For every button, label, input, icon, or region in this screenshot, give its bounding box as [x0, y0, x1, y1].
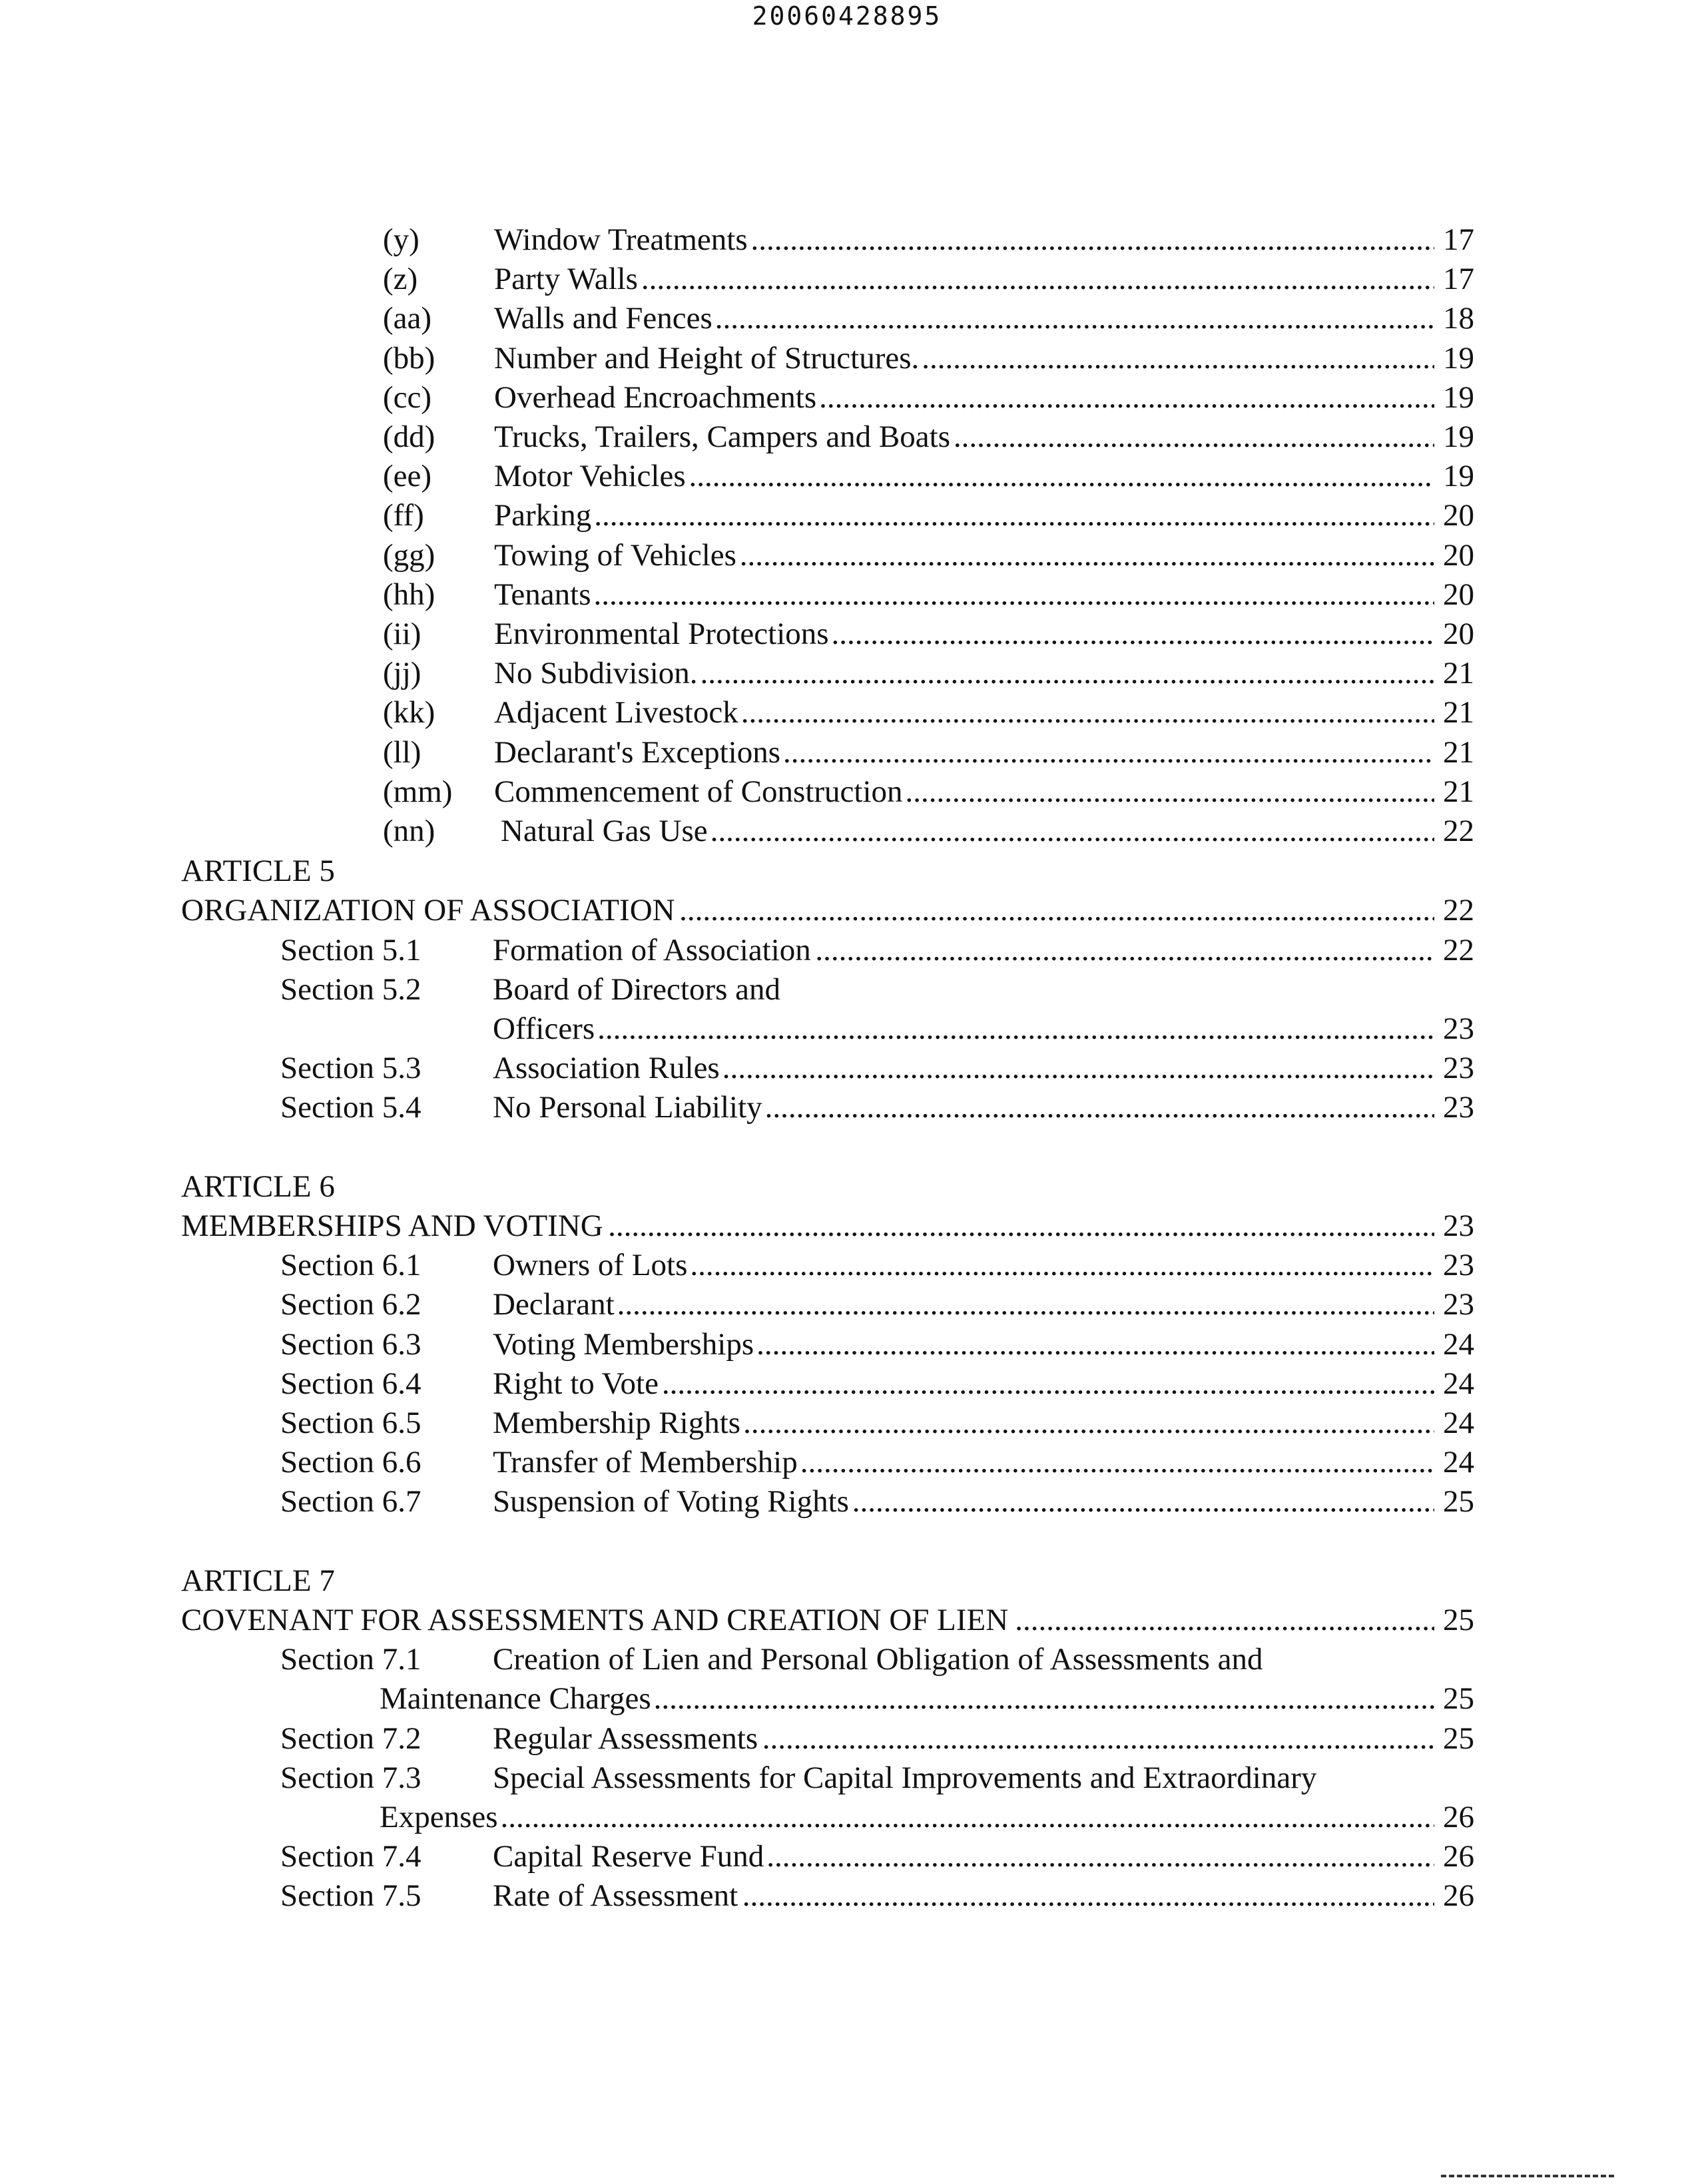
dot-leader — [710, 811, 1434, 851]
page-number: 23 — [1443, 1209, 1474, 1243]
entry-title: Declarant — [493, 1287, 615, 1322]
section-row[interactable] — [0, 1639, 1694, 1679]
entry-label: Section 7.4 — [280, 1839, 422, 1874]
article-heading[interactable] — [0, 851, 1694, 891]
section-row[interactable] — [0, 1719, 1694, 1759]
page-number: 23 — [1443, 1090, 1474, 1125]
entry-title: Association Rules — [493, 1051, 720, 1086]
section-row[interactable] — [0, 1048, 1694, 1088]
dot-leader — [742, 1876, 1434, 1916]
page-number: 24 — [1443, 1366, 1474, 1401]
page-number: 25 — [1443, 1603, 1474, 1637]
toc-subitem-row[interactable] — [0, 535, 1694, 575]
dot-leader — [690, 1245, 1434, 1285]
entry-label: Section 5.4 — [280, 1090, 422, 1125]
toc-subitem-row[interactable] — [0, 378, 1694, 417]
article-title-row[interactable] — [0, 1600, 1694, 1640]
dot-leader — [689, 456, 1434, 496]
entry-label: (aa) — [383, 301, 432, 336]
page-number: 26 — [1443, 1878, 1474, 1914]
dot-leader — [701, 653, 1434, 693]
dot-leader — [743, 1403, 1434, 1443]
page-number: 23 — [1443, 1287, 1474, 1322]
toc-subitem-row[interactable] — [0, 220, 1694, 260]
entry-title: Environmental Protections — [494, 617, 829, 651]
article-heading: ARTICLE 5 — [181, 854, 335, 889]
entry-label: (ll) — [383, 734, 422, 770]
page-number: 24 — [1443, 1445, 1474, 1480]
page-number: 21 — [1443, 774, 1474, 809]
section-row[interactable] — [0, 1482, 1694, 1521]
dot-leader — [765, 1087, 1434, 1127]
dot-leader — [608, 1206, 1434, 1246]
entry-title: Membership Rights — [493, 1406, 741, 1440]
dot-leader — [819, 378, 1434, 417]
page-number: 21 — [1443, 734, 1474, 770]
toc-subitem-row[interactable] — [0, 772, 1694, 812]
page-number: 26 — [1443, 1800, 1474, 1834]
dot-leader — [501, 1797, 1434, 1837]
dot-leader — [750, 220, 1434, 260]
page-number: 21 — [1443, 656, 1474, 691]
toc-subitem-row[interactable] — [0, 495, 1694, 535]
entry-label: Section 7.5 — [280, 1878, 422, 1914]
page-number: 26 — [1443, 1839, 1474, 1874]
page-number: 17 — [1443, 222, 1474, 257]
article-title-row[interactable] — [0, 890, 1694, 930]
entry-label: (hh) — [383, 577, 435, 612]
dot-leader — [954, 417, 1434, 457]
dot-leader — [800, 1442, 1434, 1482]
page-number: 22 — [1443, 893, 1474, 928]
section-row[interactable] — [0, 1364, 1694, 1404]
dot-leader — [906, 772, 1434, 812]
entry-title: No Subdivision. — [494, 656, 698, 691]
section-row[interactable] — [0, 1245, 1694, 1285]
toc-subitem-row[interactable] — [0, 614, 1694, 654]
entry-title: No Personal Liability — [493, 1090, 762, 1125]
section-row[interactable] — [0, 1836, 1694, 1876]
toc-subitem-row[interactable] — [0, 298, 1694, 338]
entry-label: (bb) — [383, 340, 435, 376]
entry-title: Expenses — [380, 1800, 498, 1834]
entry-label: (ii) — [383, 617, 422, 651]
page-number: 25 — [1443, 1681, 1474, 1717]
article-heading: ARTICLE 6 — [181, 1169, 335, 1204]
page-number: 22 — [1443, 932, 1474, 967]
entry-label: (dd) — [383, 419, 435, 454]
entry-label: Section 6.6 — [280, 1445, 422, 1480]
page-number: 24 — [1443, 1406, 1474, 1440]
dot-leader — [617, 1284, 1434, 1324]
section-row[interactable] — [0, 1758, 1694, 1798]
entry-label: Section 6.1 — [280, 1248, 422, 1283]
entry-label: Section 7.2 — [280, 1721, 422, 1756]
section-row[interactable] — [0, 1403, 1694, 1443]
entry-label: (kk) — [383, 695, 435, 730]
dot-leader — [679, 890, 1434, 930]
page-number: 21 — [1443, 695, 1474, 730]
entry-title: Transfer of Membership — [493, 1445, 798, 1480]
article-heading: ARTICLE 7 — [181, 1563, 335, 1598]
footer-mark — [1441, 2175, 1614, 2180]
entry-title: Motor Vehicles — [494, 459, 686, 494]
dot-leader — [662, 1364, 1434, 1404]
article-title: MEMBERSHIPS AND VOTING — [181, 1209, 603, 1243]
entry-label: (mm) — [383, 774, 453, 809]
entry-label: (z) — [383, 262, 418, 297]
entry-title: Commencement of Construction — [494, 774, 903, 809]
entry-label: Section 5.3 — [280, 1051, 422, 1086]
entry-label: Section 6.3 — [280, 1326, 422, 1362]
section-row-continued[interactable] — [0, 1797, 1694, 1837]
page-number: 20 — [1443, 537, 1474, 573]
entry-title: Rate of Assessment — [493, 1878, 738, 1914]
toc-subitem-row[interactable] — [0, 732, 1694, 772]
section-row-continued[interactable] — [0, 1679, 1694, 1719]
page-number: 22 — [1443, 814, 1474, 848]
page-number: 19 — [1443, 340, 1474, 376]
entry-title: Overhead Encroachments — [494, 380, 817, 415]
toc-subitem-row[interactable] — [0, 417, 1694, 457]
entry-title: Capital Reserve Fund — [493, 1839, 764, 1874]
entry-title: Natural Gas Use — [501, 814, 708, 848]
dot-leader — [741, 692, 1434, 732]
page-number: 20 — [1443, 617, 1474, 651]
entry-label: Section 7.3 — [280, 1760, 422, 1795]
toc-subitem-row[interactable] — [0, 653, 1694, 693]
page-number: 20 — [1443, 577, 1474, 612]
entry-title: Board of Directors and — [493, 971, 780, 1007]
entry-title: Walls and Fences — [494, 301, 712, 336]
page-number: 19 — [1443, 459, 1474, 494]
page-number: 24 — [1443, 1326, 1474, 1362]
entry-label: (gg) — [383, 537, 435, 573]
page-number: 20 — [1443, 498, 1474, 533]
entry-label: (ee) — [383, 459, 432, 494]
section-row[interactable] — [0, 969, 1694, 1009]
entry-title: Formation of Association — [493, 932, 811, 967]
dot-leader — [766, 1836, 1434, 1876]
dot-leader — [740, 535, 1434, 575]
page-number: 19 — [1443, 419, 1474, 454]
toc-subitem-row[interactable] — [0, 456, 1694, 496]
entry-title: Maintenance Charges — [380, 1681, 651, 1717]
dot-leader — [597, 1009, 1434, 1049]
entry-label: (y) — [383, 222, 420, 257]
entry-title: Declarant's Exceptions — [494, 734, 780, 770]
dot-leader — [594, 495, 1434, 535]
toc-subitem-row[interactable] — [0, 259, 1694, 299]
page-number: 25 — [1443, 1484, 1474, 1519]
section-row[interactable] — [0, 1876, 1694, 1916]
toc-subitem-row[interactable] — [0, 338, 1694, 378]
dot-leader — [832, 614, 1434, 654]
entry-title: Creation of Lien and Personal Obligation of Assessments and — [493, 1642, 1263, 1677]
entry-title: Window Treatments — [494, 222, 748, 257]
dot-leader — [1015, 1600, 1434, 1640]
dot-leader — [922, 338, 1434, 378]
toc-subitem-row[interactable] — [0, 811, 1694, 851]
entry-title: Right to Vote — [493, 1366, 659, 1401]
dot-leader — [654, 1679, 1434, 1719]
dot-leader — [852, 1482, 1434, 1521]
toc-subitem-row[interactable] — [0, 575, 1694, 615]
page-number: 19 — [1443, 380, 1474, 415]
entry-title: Regular Assessments — [493, 1721, 758, 1756]
entry-title: Suspension of Voting Rights — [493, 1484, 849, 1519]
entry-label: Section 6.7 — [280, 1484, 422, 1519]
page-number: 18 — [1443, 301, 1474, 336]
article-heading[interactable] — [0, 1167, 1694, 1207]
entry-title: Towing of Vehicles — [494, 537, 736, 573]
entry-title: Special Assessments for Capital Improvements and Extraordinary — [493, 1760, 1317, 1795]
section-row[interactable] — [0, 930, 1694, 970]
section-row-continued[interactable] — [0, 1009, 1694, 1049]
entry-label: (nn) — [383, 814, 435, 848]
article-title: COVENANT FOR ASSESSMENTS AND CREATION OF LIEN — [181, 1603, 1009, 1637]
entry-title: Owners of Lots — [493, 1248, 688, 1283]
section-row[interactable] — [0, 1442, 1694, 1482]
page-number: 17 — [1443, 262, 1474, 297]
entry-title: Officers — [493, 1011, 595, 1046]
page-number: 23 — [1443, 1011, 1474, 1046]
dot-leader — [641, 259, 1434, 299]
article-heading[interactable] — [0, 1561, 1694, 1601]
entry-title: Number and Height of Structures. — [494, 340, 920, 376]
entry-label: Section 5.1 — [280, 932, 422, 967]
dot-leader — [783, 732, 1434, 772]
entry-label: Section 7.1 — [280, 1642, 422, 1677]
entry-label: Section 5.2 — [280, 971, 422, 1007]
dot-leader — [762, 1719, 1434, 1759]
entry-label: Section 6.4 — [280, 1366, 422, 1401]
entry-label: (cc) — [383, 380, 432, 415]
document-number: 20060428895 — [752, 1, 942, 31]
page-number: 25 — [1443, 1721, 1474, 1756]
section-row[interactable] — [0, 1284, 1694, 1324]
article-title: ORGANIZATION OF ASSOCIATION — [181, 893, 675, 928]
page-number: 23 — [1443, 1051, 1474, 1086]
entry-title: Trucks, Trailers, Campers and Boats — [494, 419, 950, 454]
entry-label: Section 6.2 — [280, 1287, 422, 1322]
dot-leader — [722, 1048, 1434, 1088]
toc-subitem-row[interactable] — [0, 692, 1694, 732]
entry-title: Voting Memberships — [493, 1326, 754, 1362]
dot-leader — [756, 1324, 1434, 1364]
entry-title: Party Walls — [494, 262, 638, 297]
entry-title: Adjacent Livestock — [494, 695, 738, 730]
article-title-row[interactable] — [0, 1206, 1694, 1246]
entry-title: Tenants — [494, 577, 591, 612]
dot-leader — [593, 575, 1434, 615]
page-number: 23 — [1443, 1248, 1474, 1283]
entry-label: Section 6.5 — [280, 1406, 422, 1440]
entry-label: (ff) — [383, 498, 424, 533]
dot-leader — [815, 930, 1434, 970]
section-row[interactable] — [0, 1324, 1694, 1364]
section-row[interactable] — [0, 1087, 1694, 1127]
entry-label: (jj) — [383, 656, 422, 691]
dot-leader — [715, 298, 1434, 338]
entry-title: Parking — [494, 498, 592, 533]
